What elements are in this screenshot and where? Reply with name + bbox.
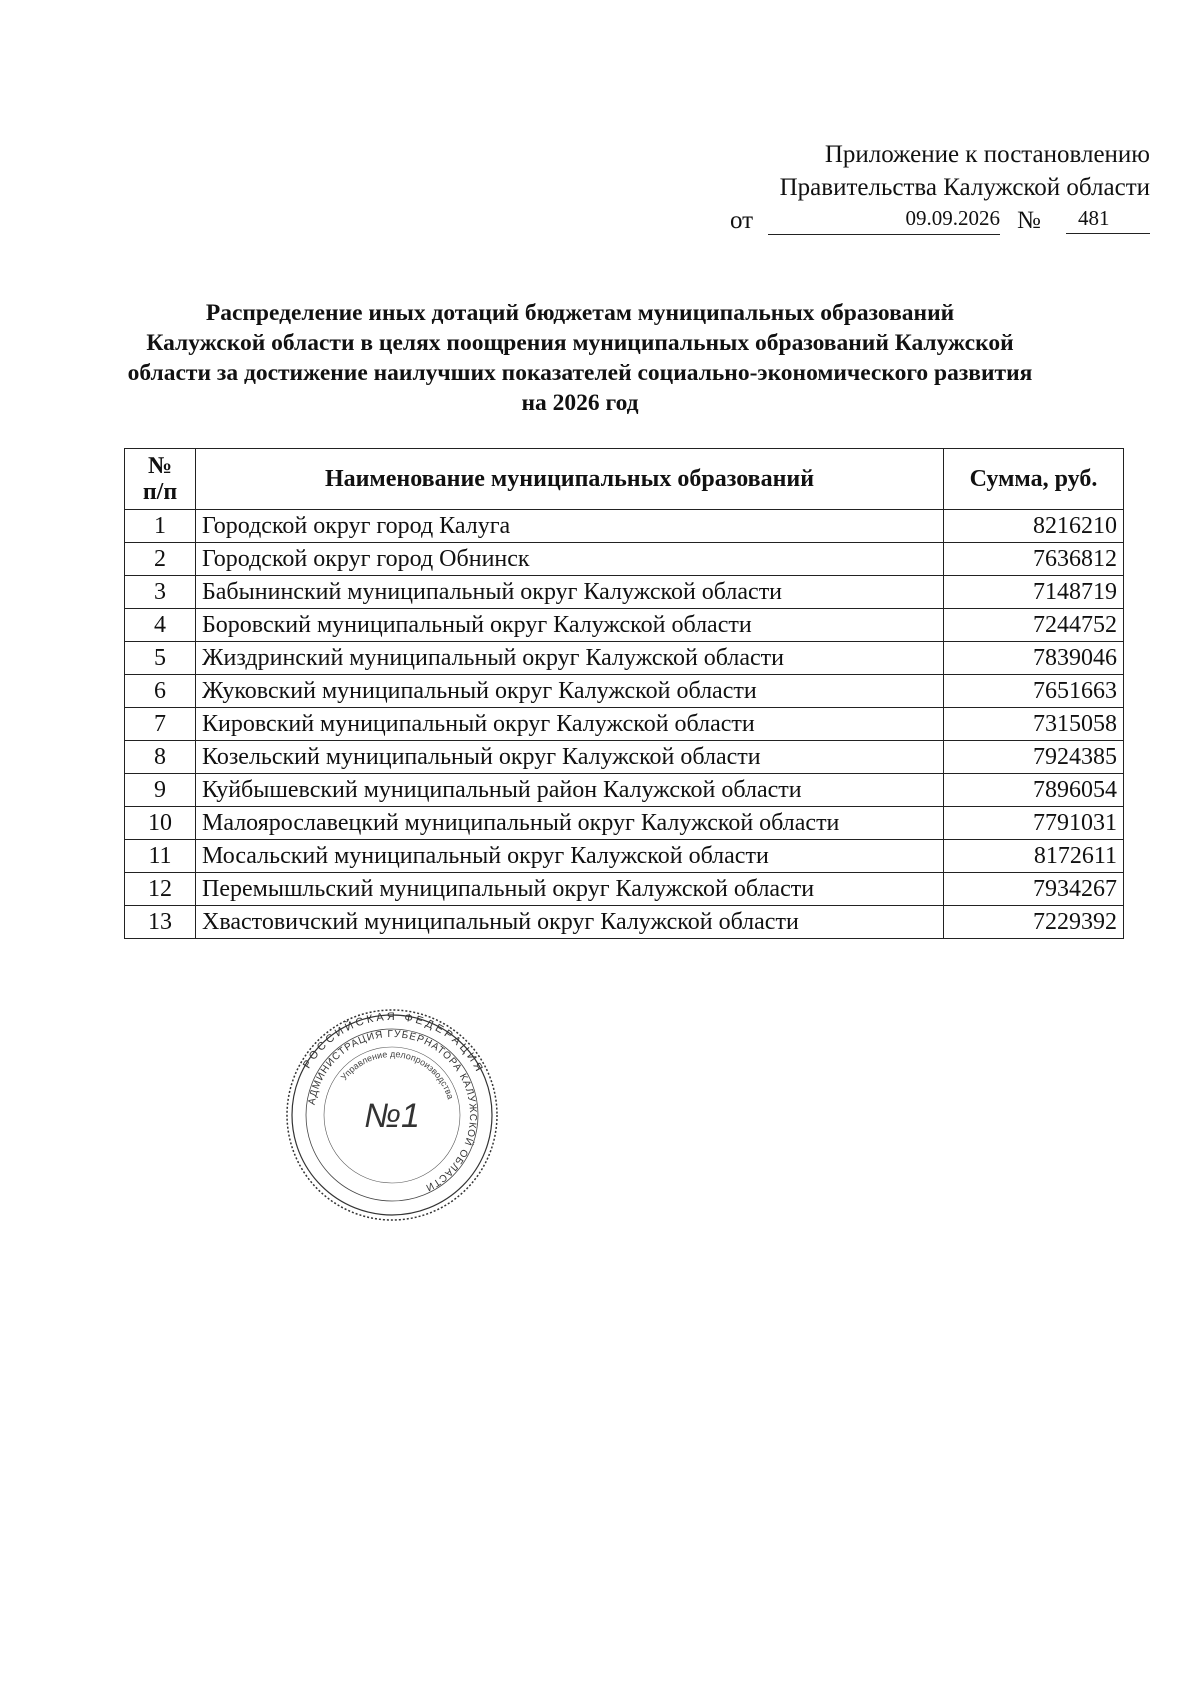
row-municipality-name: Городской округ город Калуга xyxy=(196,510,944,543)
document-title xyxy=(110,298,1050,418)
row-number: 7 xyxy=(125,708,196,741)
table-row xyxy=(125,642,1124,675)
row-number: 4 xyxy=(125,609,196,642)
table-row xyxy=(125,708,1124,741)
row-sum: 7315058 xyxy=(944,708,1124,741)
distribution-table xyxy=(124,448,1124,939)
table-header-row xyxy=(125,449,1124,510)
row-sum: 7244752 xyxy=(944,609,1124,642)
title-line-2: Калужской области в целях поощрения муниципальных образований Калужской xyxy=(146,330,1014,356)
row-number: 5 xyxy=(125,642,196,675)
row-sum: 7229392 xyxy=(944,906,1124,939)
row-municipality-name: Жиздринский муниципальный округ Калужской области xyxy=(196,642,944,675)
table-row xyxy=(125,543,1124,576)
row-municipality-name: Бабынинский муниципальный округ Калужской области xyxy=(196,576,944,609)
header-number xyxy=(125,449,196,510)
appendix-header xyxy=(730,138,1150,237)
title-line-1: Распределение иных дотаций бюджетам муниципальных образований xyxy=(205,300,955,326)
row-number: 8 xyxy=(125,741,196,774)
row-number: 2 xyxy=(125,543,196,576)
row-sum: 8216210 xyxy=(944,510,1124,543)
date-number-line xyxy=(730,204,1150,237)
title-line-3: области за достижение наилучших показателей социально-экономического развития xyxy=(127,360,1033,386)
table-row xyxy=(125,576,1124,609)
row-sum: 7791031 xyxy=(944,807,1124,840)
table-row xyxy=(125,906,1124,939)
stamp-outer-text: РОССИЙСКАЯ ФЕДЕРАЦИЯ xyxy=(300,1010,487,1076)
row-number: 10 xyxy=(125,807,196,840)
row-municipality-name: Перемышльский муниципальный округ Калужской области xyxy=(196,873,944,906)
row-number: 3 xyxy=(125,576,196,609)
row-number: 12 xyxy=(125,873,196,906)
header-number-sign: № xyxy=(147,453,173,479)
row-number: 11 xyxy=(125,840,196,873)
row-municipality-name: Жуковский муниципальный округ Калужской области xyxy=(196,675,944,708)
row-sum: 7934267 xyxy=(944,873,1124,906)
title-line-4: на 2026 год xyxy=(521,390,639,416)
table-row xyxy=(125,510,1124,543)
row-sum: 7636812 xyxy=(944,543,1124,576)
appendix-line-1: Приложение к постановлению xyxy=(824,141,1150,168)
row-sum: 7148719 xyxy=(944,576,1124,609)
row-number: 1 xyxy=(125,510,196,543)
table-row xyxy=(125,675,1124,708)
decree-date: 09.09.2026 xyxy=(768,204,1000,235)
row-municipality-name: Хвастовичский муниципальный округ Калужской области xyxy=(196,906,944,939)
stamp-middle-text: АДМИНИСТРАЦИЯ ГУБЕРНАТОРА КАЛУЖСКОЙ ОБЛАСТИ xyxy=(306,1028,479,1194)
row-municipality-name: Кировский муниципальный округ Калужской области xyxy=(196,708,944,741)
official-stamp xyxy=(284,1007,500,1223)
row-municipality-name: Козельский муниципальный округ Калужской области xyxy=(196,741,944,774)
from-label: от xyxy=(730,207,754,234)
row-municipality-name: Куйбышевский муниципальный район Калужской области xyxy=(196,774,944,807)
row-sum: 8172611 xyxy=(944,840,1124,873)
row-number: 6 xyxy=(125,675,196,708)
table-row xyxy=(125,609,1124,642)
number-sign: № xyxy=(1017,207,1041,234)
row-municipality-name: Мосальский муниципальный округ Калужской области xyxy=(196,840,944,873)
table-row xyxy=(125,741,1124,774)
row-sum: 7651663 xyxy=(944,675,1124,708)
table-body xyxy=(125,510,1124,939)
table-row xyxy=(125,873,1124,906)
table-row xyxy=(125,840,1124,873)
decree-number: 481 xyxy=(1066,204,1150,234)
row-municipality-name: Малоярославецкий муниципальный округ Калужской области xyxy=(196,807,944,840)
row-sum: 7839046 xyxy=(944,642,1124,675)
header-sum: Сумма, руб. xyxy=(944,449,1124,510)
row-municipality-name: Городской округ город Обнинск xyxy=(196,543,944,576)
header-number-pp: п/п xyxy=(142,479,178,505)
row-municipality-name: Боровский муниципальный округ Калужской области xyxy=(196,609,944,642)
appendix-line-2: Правительства Калужской области xyxy=(779,174,1150,201)
row-number: 13 xyxy=(125,906,196,939)
table-row xyxy=(125,807,1124,840)
row-sum: 7924385 xyxy=(944,741,1124,774)
stamp-center-number: №1 xyxy=(364,1097,420,1135)
stamp-inner-text: Управление делопроизводства xyxy=(338,1048,456,1101)
row-sum: 7896054 xyxy=(944,774,1124,807)
table-row xyxy=(125,774,1124,807)
row-number: 9 xyxy=(125,774,196,807)
header-name: Наименование муниципальных образований xyxy=(196,449,944,510)
